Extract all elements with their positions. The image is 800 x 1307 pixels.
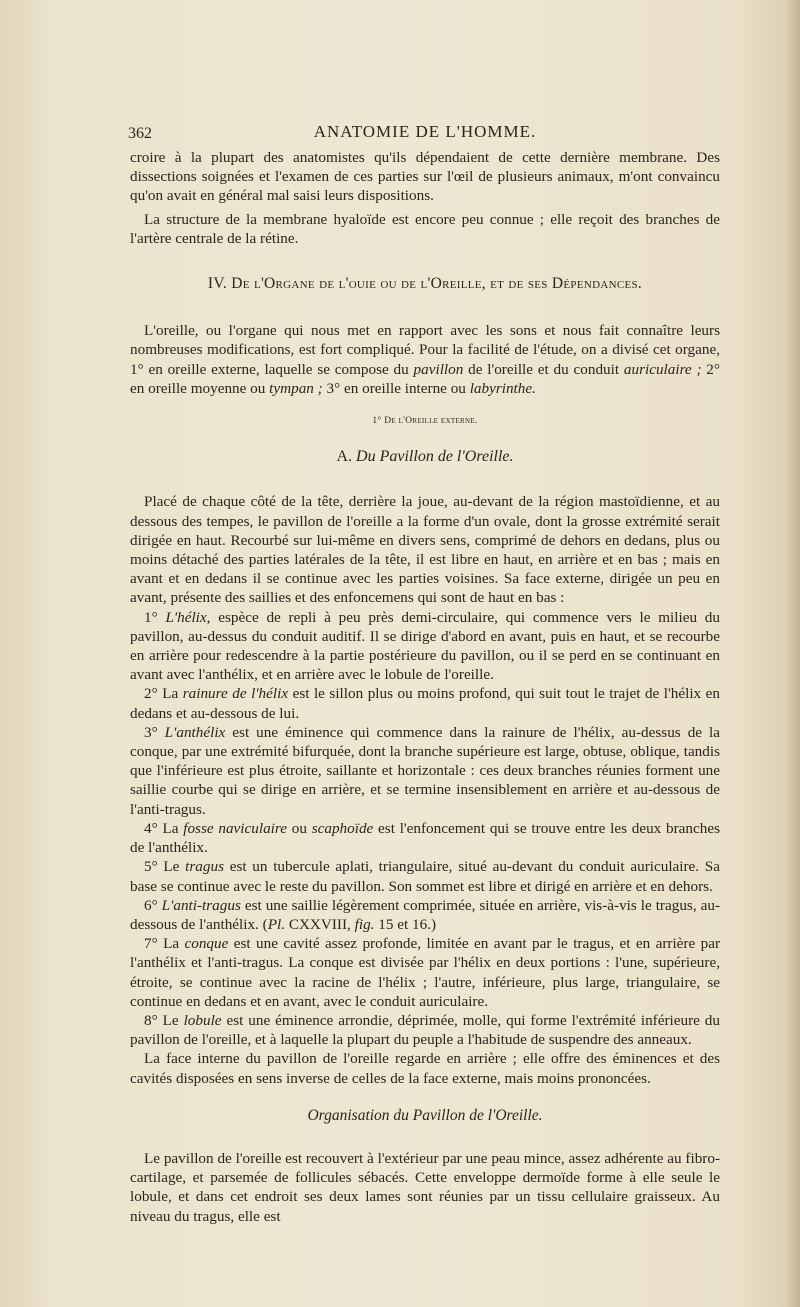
item-rainure: 2° La rainure de l'hélix est le sillon plus ou moins profond, qui suit tout le trajet de l'hélix en dedans et au-dessous de lui.	[130, 685, 720, 722]
paragraph-intro-2: La structure de la membrane hyaloïde est encore peu connue ; elle reçoit des branches de l'artère centrale de la rétine.	[130, 210, 720, 247]
organisation-heading: Organisation du Pavillon de l'Oreille.	[307, 1106, 543, 1124]
subsection-heading: 1° De l'Oreille externe.	[372, 416, 478, 427]
text-block	[130, 122, 720, 1226]
paragraph-face-interne: La face interne du pavillon de l'oreille regarde en arrière ; elle offre des éminences et des cavités disposées en sens inverse de celles de la face externe, mais moins prononcées.	[130, 1050, 720, 1087]
item-helix: 1° L'hélix, espèce de repli à peu près demi-circulaire, qui commence vers le milieu du pavillon, au-dessus du conduit auditif. Il se dirige d'abord en avant, puis en haut, et se recourbe en arrière pour redescendre à la partie postérieure du pavillon, ou il se perd en se continuant en avant avec l'anthélix, et en arrière avec le lobule de l'oreille.	[130, 608, 720, 684]
running-head	[130, 122, 720, 148]
paragraph-pavillon: Placé de chaque côté de la tête, derrière la joue, au-devant de la région mastoïdienne, et au dessous des tempes, le pavillon de l'oreille a la forme d'un ovale, dont la grosse extrémité serait dirigée en haut. Recourbé sur lui-même en divers sens, comprimé de dehors en dedans, plus ou moins détaché des parties latérales de la tête, il est libre en haut, en arrière et en bas ; mais en avant et en dedans il se continue avec les parties voisines. Sa face externe, dirigée un peu en avant, présente des saillies et des enfoncemens qui sont de haut en bas :	[130, 493, 720, 607]
page-number: 362	[128, 125, 152, 142]
section-heading: IV. De l'Organe de l'ouie ou de l'Oreille, et de ses Dépendances.	[207, 275, 643, 293]
item-anti-tragus: 6° L'anti-tragus est une saillie légèrement comprimée, située en arrière, vis-à-vis le tragus, au-dessous de l'anthélix. (Pl. CXXVIII, fig. 15 et 16.)	[130, 896, 720, 933]
paragraph-intro-1: croire à la plupart des anatomistes qu'ils dépendaient de cette dernière membrane. Des dissections soignées et l'examen de ces parties sur l'œil de plusieurs animaux, m'ont convaincu qu'on avait en général mal saisi leurs dispositions.	[130, 149, 720, 205]
item-anthelix: 3° L'anthélix est une éminence qui commence dans la rainure de l'hélix, au-dessus de la conque, par une extrémité bifurquée, dont la branche supérieure est large, obtuse, oblique, tandis que l'inférieure est plus étroite, saillante et horizontale : ces deux branches réunies forment une saillie courbe qui se dirige en arrière, et se termine insensiblement en arrière et au-dessous de l'anti-tragus.	[130, 723, 720, 818]
paragraph-organisation: Le pavillon de l'oreille est recouvert à l'extérieur par une peau mince, assez adhérente au fibro-cartilage, et parsemée de follicules sébacés. Cette enveloppe dermoïde forme à elle seule le lobule, et dans cet endroit ses deux lames sont réunies par un tissu cellulaire graisseux. Au niveau du tragus, elle est	[130, 1149, 720, 1225]
item-fosse: 4° La fosse naviculaire ou scaphoïde est l'enfoncement qui se trouve entre les deux branches de l'anthélix.	[130, 819, 720, 857]
page-title: ANATOMIE DE L'HOMME.	[313, 122, 537, 141]
item-conque: 7° La conque est une cavité assez profonde, limitée en avant par le tragus, et en arrière par l'anthélix et l'anti-tragus. La conque est divisée par l'hélix en deux portions : l'une, supérieure, étroite, se continue avec la racine de l'hélix ; l'autre, inférieure, plus large, triangulaire, se continue en dedans et en avant, avec le conduit auriculaire.	[130, 935, 721, 1010]
section-number: IV.	[207, 275, 228, 293]
item-lobule: 8° Le lobule est une éminence arrondie, déprimée, molle, qui forme l'extrémité inférieure du pavillon de l'oreille, et à laquelle la plupart du peuple a l'habitude de suspendre des anneaux.	[130, 1011, 720, 1049]
page-edge-shadow	[786, 0, 800, 1307]
subheading-pavillon: A. Du Pavillon de l'Oreille.	[336, 448, 514, 466]
item-tragus: 5° Le tragus est un tubercule aplati, triangulaire, situé au-devant du conduit auriculaire. Sa base se continue avec le reste du pavillon. Son sommet est libre et dirigé en arrière et en dehors.	[130, 858, 720, 895]
paragraph-oreille: L'oreille, ou l'organe qui nous met en rapport avec les sons et nous fait connaître leurs nombreuses modifications, est fort compliqué. Pour la facilité de l'étude, on a divisé cet organe, 1° en oreille externe, laquelle se compose du pavillon de l'oreille et du conduit auriculaire ; 2° en oreille moyenne ou tympan ; 3° en oreille interne ou labyrinthe.	[130, 322, 720, 397]
